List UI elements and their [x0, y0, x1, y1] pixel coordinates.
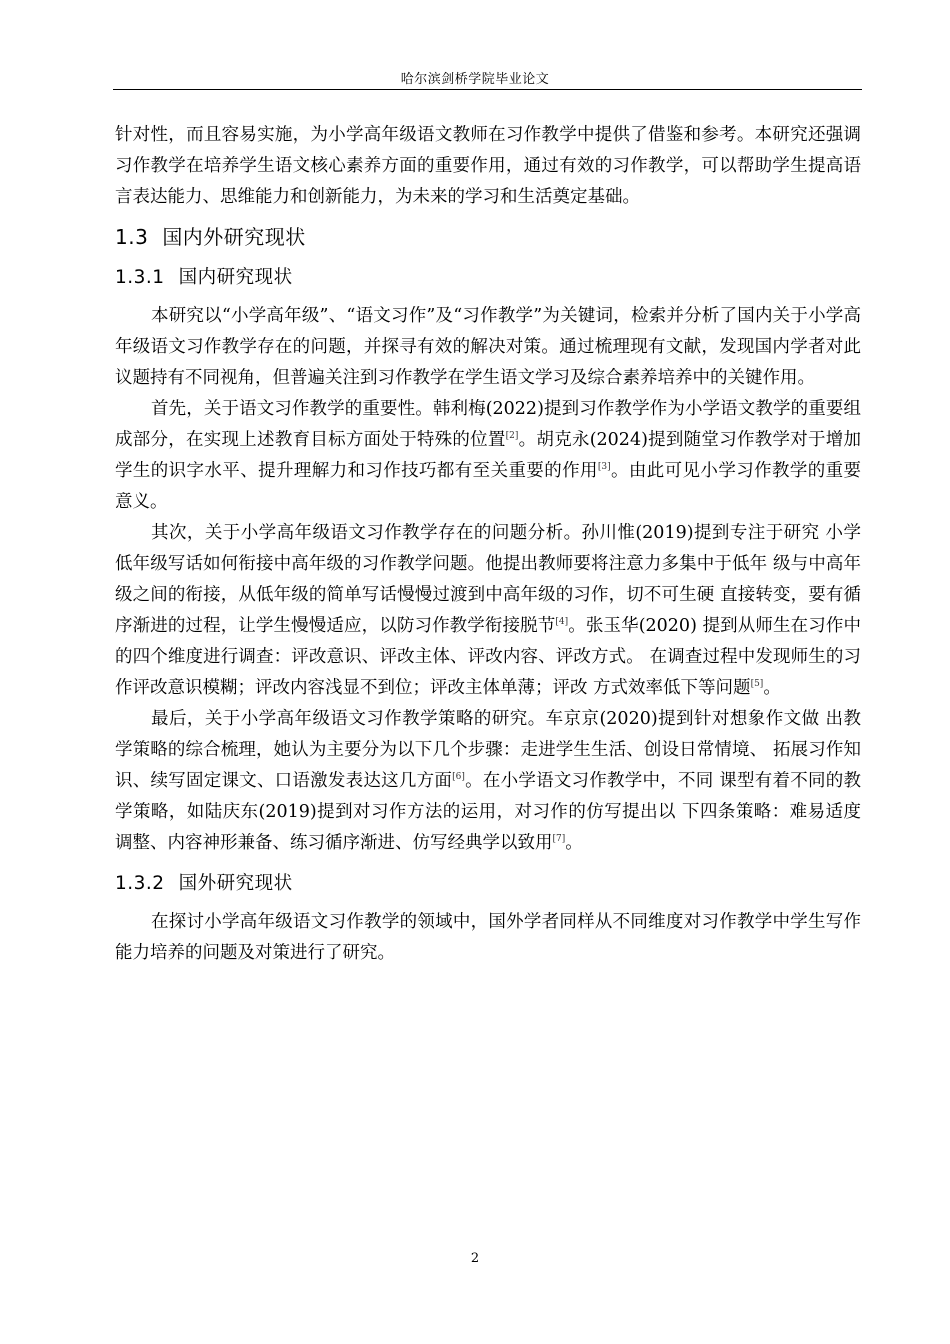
citation-ref: [6] [452, 772, 465, 783]
domestic-paragraph-2 [115, 394, 861, 518]
section-heading-1-3 [115, 221, 861, 253]
paragraph-text: 首先，关于语文习作教学的重要性。韩利梅(2022)提到习作教学作为小学语文教学的重要组成部分，在实现上述教育目标方面处于特殊的位置 [115, 399, 861, 450]
domestic-paragraph-3 [115, 518, 861, 704]
paragraph-text: 。 [763, 678, 781, 698]
foreign-paragraph-1: 在探讨小学高年级语文习作教学的领域中，国外学者同样从不同维度对习作教学中学生写作能力培养的问题及对策进行了研究。 [115, 912, 861, 963]
citation-ref: [2] [505, 431, 519, 442]
citation-ref: [5] [750, 679, 764, 690]
subsection-title: 国外研究现状 [178, 873, 293, 894]
domestic-paragraph-1: 本研究以“小学高年级”、“语文习作”及“习作教学”为关键词，检索并分析了国内关于小学高年级语文习作教学存在的问题，并探寻有效的解决对策。通过梳理现有文献，发现国内学者对此议题持有不同视角，但普遍关注到习作教学在学生语文学习及综合素养培养中的关键作用。 [115, 306, 861, 388]
paragraph-text: 。胡克永(2024)提到随堂习作教学对于增加学生的识字水平、提升理解力和习作技巧都有至关重要的作用 [115, 430, 861, 481]
paragraph-text: 其次，关于小学高年级语文习作教学存在的问题分析。孙川惟(2019)提到专注于研究 小学低年级写话如何衔接中高年级的习作教学问题。他提出教师要将注意力多集中于低年 级与中高年级之间的衔接，从低年级的简单写话慢慢过渡到中高年级的习作，切不可生硬 直接转变，要有循序渐进的过程，让学生慢慢适应，以防习作教学衔接脱节 [115, 523, 861, 636]
section-title: 国内外研究现状 [162, 225, 306, 249]
subsection-number: 1.3.1 [115, 267, 165, 288]
running-header: 哈尔滨剑桥学院毕业论文 [400, 72, 550, 87]
citation-ref: [3] [597, 462, 611, 473]
paragraph-text: 。张玉华(2020) 提到从师生在习作中的四个维度进行调查：评改意识、评改主体、评改内容、评改方式。 在调查过程中发现师生的习作评改意识模糊；评改内容浅显不到位；评改主体单薄；评改 方式效率低下等问题 [115, 616, 861, 698]
page-body [115, 120, 861, 969]
header-rule [113, 89, 862, 90]
subsection-title: 国内研究现状 [178, 267, 293, 288]
citation-ref: [4] [555, 617, 569, 628]
subsection-heading-1-3-2 [115, 869, 861, 899]
paragraph-text: 。 [565, 833, 583, 853]
citation-ref: [7] [552, 834, 566, 845]
intro-paragraph: 针对性，而且容易实施，为小学高年级语文教师在习作教学中提供了借鉴和参考。本研究还强调习作教学在培养学生语文核心素养方面的重要作用，通过有效的习作教学，可以帮助学生提高语言表达能力、思维能力和创新能力，为未来的学习和生活奠定基础。 [115, 125, 861, 207]
page-number: 2 [470, 1251, 480, 1266]
subsection-heading-1-3-1 [115, 263, 861, 293]
domestic-paragraph-4 [115, 704, 861, 859]
paragraph-text: 。由此可见小学习作教学的重要意义。 [115, 461, 862, 512]
subsection-number: 1.3.2 [115, 873, 165, 894]
paragraph-text: 最后，关于小学高年级语文习作教学策略的研究。车京京(2020)提到针对想象作文做 出教学策略的综合梳理，她认为主要分为以下几个步骤：走进学生生活、创设日常情境、 拓展习作知识、续写固定课文、口语激发表达这几方面 [115, 709, 861, 791]
paragraph-text: 。在小学语文习作教学中，不同 课型有着不同的教学策略，如陆庆东(2019)提到对习作方法的运用，对习作的仿写提出以 下四条策略：难易适度调整、内容神形兼备、练习循序渐进、仿写经典学以致用 [115, 771, 861, 853]
section-number: 1.3 [115, 225, 149, 249]
